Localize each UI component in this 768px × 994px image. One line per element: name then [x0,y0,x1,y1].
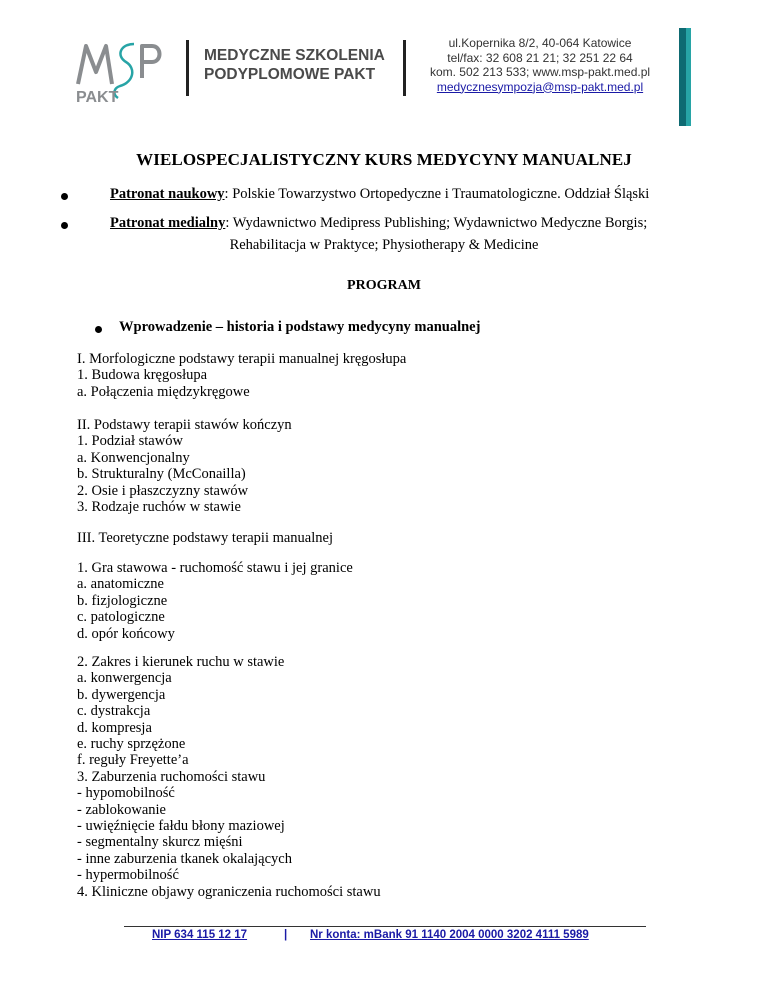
section-line: b. dywergencja [77,686,166,703]
section-line: - inne zaburzenia tkanek okalających [77,850,292,867]
program-heading: PROGRAM [347,278,421,293]
section-line: f. reguły Freyette’a [77,752,189,769]
section-line: 3. Zaburzenia ruchomości stawu [77,768,266,785]
organization-name [204,46,385,84]
msp-pakt-logo-graphic [76,38,168,104]
section-line-heading: III. Teoretyczne podstawy terapii manualnej [77,530,333,546]
section-line: 1. Budowa kręgosłupa [77,367,208,384]
section-line: - hypomobilność [77,785,175,802]
section-line: c. patologiczne [77,609,165,626]
svg-text:PAKT: PAKT [76,89,119,104]
patronage-text: : Wydawnictwo Medipress Publishing; Wydawnictwo Medyczne Borgis; [225,215,648,231]
footer-nip: NIP 634 115 12 17 [152,929,248,941]
accent-stripe-light [686,28,691,126]
program-section [77,560,353,642]
bullet-icon [61,222,68,229]
section-line: a. anatomiczne [77,576,164,593]
contact-mobile-web: kom. 502 213 533; www.msp-pakt.med.pl [429,65,651,79]
program-section [77,530,333,546]
section-line: d. kompresja [77,719,152,736]
program-section [77,417,292,515]
footer-bank-account: Nr konta: mBank 91 1140 2004 0000 3202 4111 5989 [310,929,589,941]
company-logo [76,38,168,104]
section-line: - segmentalny skurcz mięśni [77,834,243,851]
org-line-2: PODYPLOMOWE PAKT [204,66,376,83]
patronage-media-continued: Rehabilitacja w Praktyce; Physiotherapy & Medicine [229,237,539,253]
patronage-label: Patronat naukowy [110,186,225,202]
section-line-heading: 2. Zakres i kierunek ruchu w stawie [77,654,285,670]
section-line: 3. Rodzaje ruchów w stawie [77,499,241,516]
section-line: 2. Osie i płaszczyzny stawów [77,482,249,499]
contact-email-link[interactable]: medycznesympozja@msp-pakt.med.pl [436,79,644,94]
bullet-icon [95,326,102,333]
header-divider [403,40,406,96]
patronage-text: : Polskie Towarzystwo Ortopedyczne i Traumatologiczne. Oddział Śląski [224,186,650,202]
section-line: a. Połączenia międzykręgowe [77,383,250,400]
header-divider [186,40,189,96]
org-line-1: MEDYCZNE SZKOLENIA [204,47,385,64]
section-line: - zablokowanie [77,801,166,818]
patronage-label: Patronat medialny [110,215,226,231]
contact-address: ul.Kopernika 8/2, 40-064 Katowice [448,36,632,50]
footer-divider [124,926,646,927]
program-section [77,654,381,900]
section-line: c. dystrakcja [77,703,151,720]
program-section [77,351,406,400]
section-line: b. fizjologiczne [77,592,168,609]
section-line: b. Strukturalny (McConailla) [77,466,246,483]
patronage-scientific [110,186,649,203]
document-title: WIELOSPECJALISTYCZNY KURS MEDYCYNY MANUALNEJ [136,150,632,169]
footer-separator: | [284,929,288,941]
program-intro: Wprowadzenie – historia i podstawy medycyny manualnej [119,319,481,335]
contact-block [414,36,666,94]
bullet-icon [61,193,68,200]
section-line: 4. Kliniczne objawy ograniczenia ruchomości stawu [77,883,381,900]
section-line: - hypermobilność [77,867,179,884]
section-line: a. Konwencjonalny [77,449,190,466]
section-line-heading: I. Morfologiczne podstawy terapii manualnej kręgosłupa [77,351,407,367]
section-line: d. opór końcowy [77,625,175,642]
accent-stripe-dark [679,28,686,126]
section-line: a. konwergencja [77,670,172,687]
section-line-heading: 1. Gra stawowa - ruchomość stawu i jej granice [77,560,353,576]
patronage-media [110,215,647,232]
section-line-heading: II. Podstawy terapii stawów kończyn [77,417,292,433]
section-line: - uwięźnięcie fałdu błony maziowej [77,818,285,835]
contact-phone: tel/fax: 32 608 21 21; 32 251 22 64 [447,50,633,65]
section-line: 1. Podział stawów [77,433,183,450]
section-line: e. ruchy sprzężone [77,736,186,753]
